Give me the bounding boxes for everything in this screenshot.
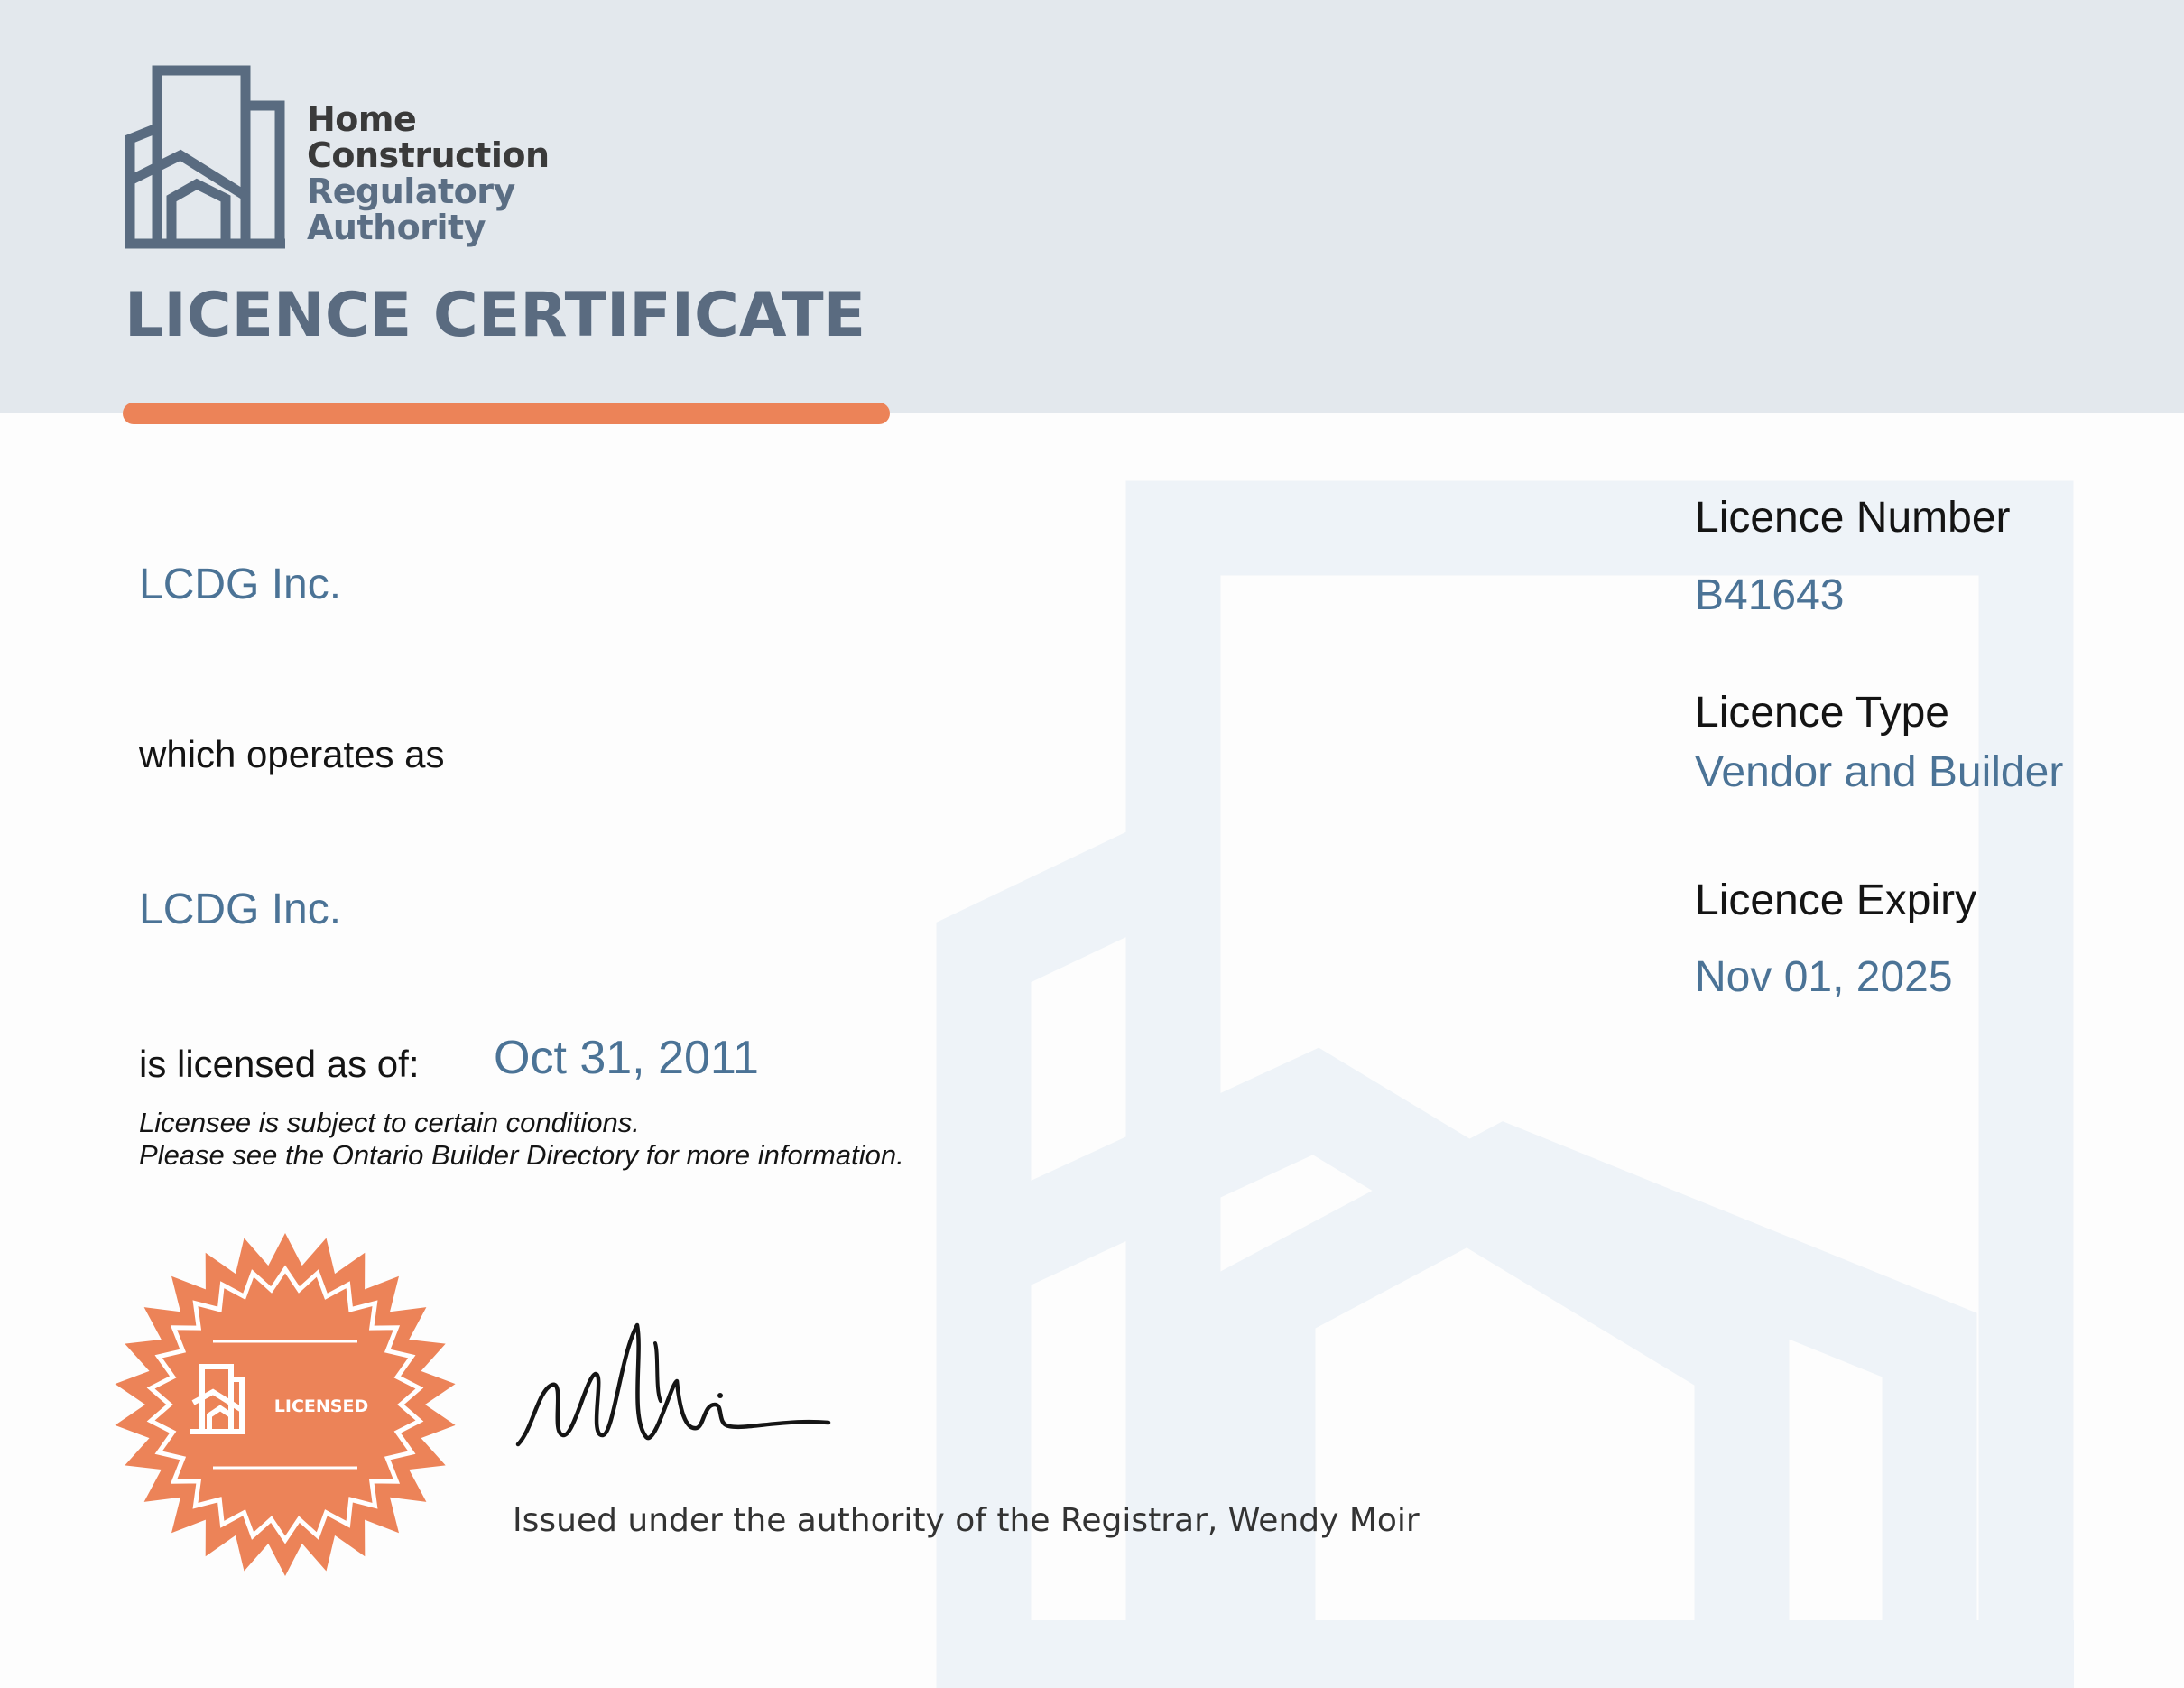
licensed-date: Oct 31, 2011 [494,1032,759,1084]
certificate-title: LICENCE CERTIFICATE [125,280,866,351]
org-name-line-4: Authority [307,208,486,247]
conditions-line-2: Please see the Ontario Builder Directory for more information. [139,1139,904,1171]
licensed-seal-icon [112,1231,458,1578]
conditions-line-1: Licensee is subject to certain conditions. [139,1107,640,1138]
licence-expiry-label: Licence Expiry [1695,876,1977,924]
licensee-legal-name: LCDG Inc. [139,561,342,608]
licence-number-label: Licence Number [1695,494,2011,542]
licence-expiry-value: Nov 01, 2025 [1695,953,1953,1001]
licensee-operating-name: LCDG Inc. [139,886,342,933]
issued-under-authority-text: Issued under the authority of the Registrar, Wendy Moir [513,1502,1420,1539]
building-house-icon [125,65,287,250]
licence-number-value: B41643 [1695,571,1845,619]
licence-conditions-note [139,1107,904,1172]
licence-type-label: Licence Type [1695,689,1949,737]
organization-name [307,101,550,246]
operates-as-label: which operates as [139,733,445,775]
registrar-signature [511,1318,836,1471]
licence-type-value: Vendor and Builder [1695,748,2064,796]
seal-text: LICENSED [273,1396,369,1416]
org-name-line-2: Construction [307,135,550,175]
title-accent-bar [123,403,890,424]
org-name-line-3: Regulatory [307,172,515,211]
org-name-line-1: Home [307,99,417,139]
licensed-as-of-label: is licensed as of: [139,1043,420,1085]
